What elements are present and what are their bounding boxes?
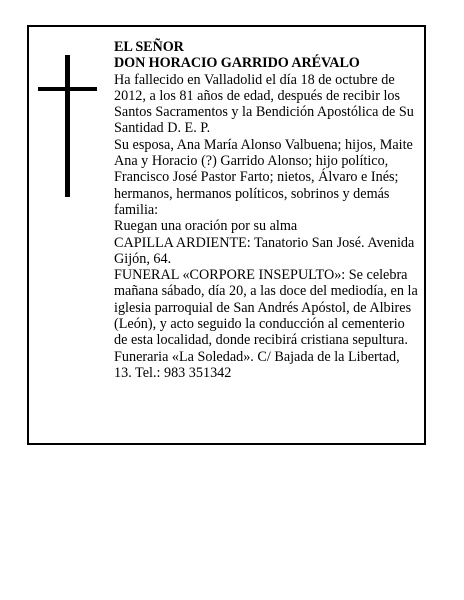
cross-vertical-bar bbox=[65, 55, 70, 197]
deceased-name: DON HORACIO GARRIDO ARÉVALO bbox=[114, 55, 360, 72]
family-list: Su esposa, Ana María Alonso Valbuena; hijos, Maite Ana y Horacio (?) Garrido Alonso; hijo político, Francisco José Pastor Farto; nietos, Álvaro e Inés; hermanos, hermanos políticos, sobrinos y demás familia: bbox=[114, 136, 413, 218]
funeral-home-info: Funeraria «La Soledad». C/ Bajada de la Libertad, 13. Tel.: 983 351342 bbox=[114, 348, 400, 381]
funeral-info: FUNERAL «CORPORE INSEPULTO»: Se celebra mañana sábado, día 20, a las doce del mediodía, en la iglesia parroquial de San Andrés Apóstol, de Albires (León), y acto seguido la conducción al cementerio de esta localidad, donde recibirá cristiana sepultura. bbox=[114, 267, 418, 349]
cross-horizontal-bar bbox=[38, 87, 97, 91]
obituary-text bbox=[114, 39, 419, 381]
chapel-info: CAPILLA ARDIENTE: Tanatorio San José. Avenida Gijón, 64. bbox=[114, 234, 415, 267]
deceased-title: EL SEÑOR bbox=[114, 39, 184, 55]
death-announcement: Ha fallecido en Valladolid el día 18 de octubre de 2012, a los 81 años de edad, después de recibir los Santos Sacramentos y la Bendición Apostólica de Su Santidad D. E. P. bbox=[114, 71, 414, 137]
prayer-request: Ruegan una oración por su alma bbox=[114, 218, 298, 235]
